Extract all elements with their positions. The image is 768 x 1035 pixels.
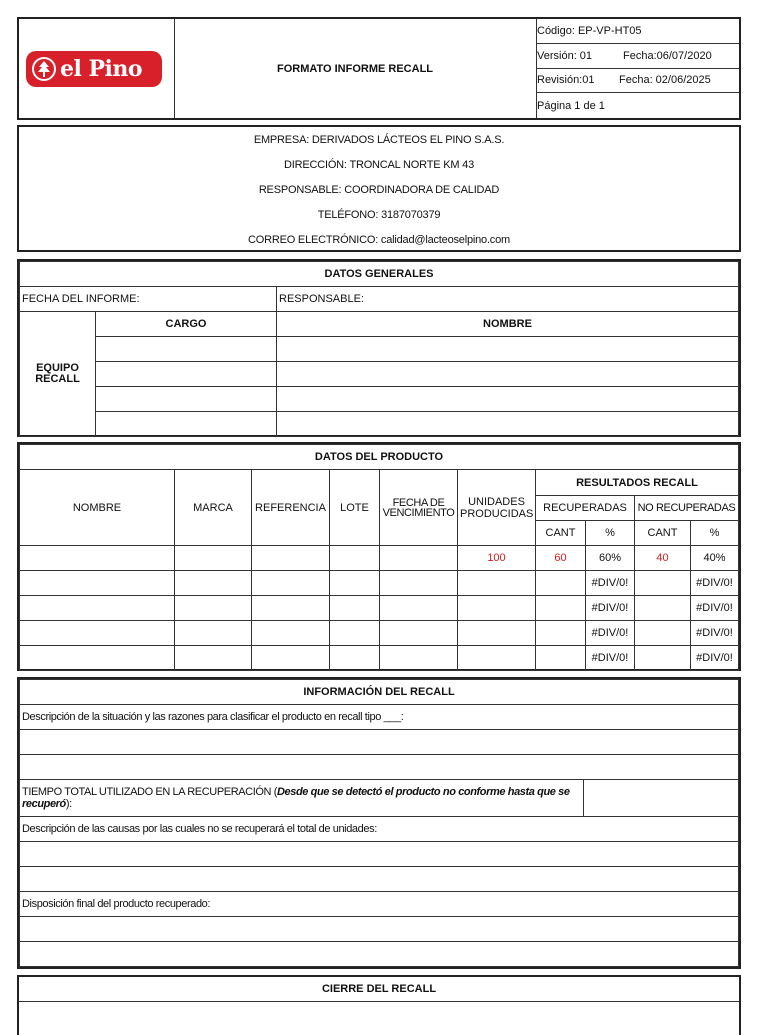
descripcion-line[interactable] [20, 730, 739, 755]
datos-generales-table [19, 261, 739, 437]
section-title: DATOS DEL PRODUCTO [20, 445, 739, 470]
section-title: INFORMACIÓN DEL RECALL [20, 680, 739, 705]
rec-cant-cell[interactable] [536, 646, 586, 671]
causas-label: Descripción de las causas por las cuales no se recuperará el total de unidades: [20, 817, 739, 842]
causas-line[interactable] [20, 867, 739, 892]
rec-pct-cell: #DIV/0! [586, 571, 635, 596]
version-row [536, 44, 739, 69]
no-pct-cell: #DIV/0! [691, 596, 739, 621]
table-row [20, 571, 739, 596]
unidades-cell[interactable] [458, 596, 536, 621]
cierre-recall-section [17, 975, 741, 1035]
col-referencia: REFERENCIA [252, 470, 330, 546]
lote-cell[interactable] [330, 646, 380, 671]
logo-text: el Pino [60, 56, 143, 82]
lote-cell[interactable] [330, 571, 380, 596]
pine-tree-icon [32, 57, 56, 81]
no-pct-cell: #DIV/0! [691, 621, 739, 646]
table-row [20, 646, 739, 671]
unidades-cell[interactable] [458, 621, 536, 646]
vencimiento-cell[interactable] [380, 546, 458, 571]
cargo-cell[interactable] [96, 412, 277, 437]
no-cant-cell[interactable] [635, 596, 691, 621]
col-no-recuperadas: NO RECUPERADAS [635, 496, 739, 521]
cargo-cell[interactable] [96, 362, 277, 387]
rec-cant-cell[interactable] [536, 596, 586, 621]
no-cant-cell[interactable] [635, 646, 691, 671]
company-direccion: DIRECCIÓN: TRONCAL NORTE KM 43 [284, 158, 474, 171]
responsable-field[interactable]: RESPONSABLE: [277, 287, 739, 312]
col-marca: MARCA [175, 470, 252, 546]
col-no-cant: CANT [635, 521, 691, 546]
referencia-cell[interactable] [252, 621, 330, 646]
referencia-cell[interactable] [252, 646, 330, 671]
rec-cant-cell[interactable] [536, 621, 586, 646]
tiempo-label [20, 780, 584, 817]
vencimiento-cell[interactable] [380, 621, 458, 646]
no-cant-cell[interactable]: 40 [635, 546, 691, 571]
company-telefono: TELÉFONO: 3187070379 [317, 208, 441, 221]
nombre-cell[interactable] [20, 546, 175, 571]
nombre-cell[interactable] [20, 596, 175, 621]
tiempo-prefix: TIEMPO TOTAL UTILIZADO EN LA RECUPERACIÓN ( [22, 786, 277, 798]
col-vencimiento: FECHA DE VENCIMIENTO [380, 470, 458, 546]
unidades-cell[interactable]: 100 [458, 546, 536, 571]
revision: Revisión:01 [537, 74, 595, 87]
pagina: Página 1 de 1 [537, 99, 605, 112]
marca-cell[interactable] [175, 646, 252, 671]
rec-cant-cell[interactable]: 60 [536, 546, 586, 571]
table-row [20, 546, 739, 571]
rec-pct-cell: #DIV/0! [586, 596, 635, 621]
tiempo-bold: Desde que se detectó el producto no conforme hasta que se recuperó [22, 786, 570, 810]
nombre-cell[interactable] [20, 621, 175, 646]
col-lote: LOTE [330, 470, 380, 546]
no-pct-cell: #DIV/0! [691, 646, 739, 671]
document-header [17, 17, 741, 120]
col-resultados: RESULTADOS RECALL [536, 470, 739, 496]
vencimiento-cell[interactable] [380, 596, 458, 621]
fecha-revision: Fecha: 02/06/2025 [619, 74, 711, 87]
table-row [20, 621, 739, 646]
section-title: CIERRE DEL RECALL [19, 977, 739, 1002]
codigo: Código: EP-VP-HT05 [536, 19, 739, 44]
cargo-header: CARGO [96, 312, 277, 337]
disposicion-label: Disposición final del producto recuperado: [20, 892, 739, 917]
datos-producto-table [19, 444, 739, 671]
referencia-cell[interactable] [252, 596, 330, 621]
col-no-pct: % [691, 521, 739, 546]
rec-pct-cell: #DIV/0! [586, 646, 635, 671]
nombre-cell[interactable] [277, 387, 739, 412]
marca-cell[interactable] [175, 546, 252, 571]
cargo-cell[interactable] [96, 337, 277, 362]
unidades-cell[interactable] [458, 571, 536, 596]
company-info [17, 125, 741, 252]
nombre-cell[interactable] [20, 571, 175, 596]
lote-cell[interactable] [330, 546, 380, 571]
lote-cell[interactable] [330, 596, 380, 621]
nombre-cell[interactable] [277, 362, 739, 387]
cargo-cell[interactable] [96, 387, 277, 412]
nombre-cell[interactable] [20, 646, 175, 671]
lote-cell[interactable] [330, 621, 380, 646]
el-pino-logo [26, 51, 162, 87]
marca-cell[interactable] [175, 621, 252, 646]
col-unidades: UNIDADES PRODUCIDAS [458, 470, 536, 546]
nombre-cell[interactable] [277, 412, 739, 437]
no-pct-cell: 40% [691, 546, 739, 571]
cierre-recall-table [19, 977, 739, 1002]
vencimiento-cell[interactable] [380, 571, 458, 596]
informacion-recall-table [19, 679, 739, 967]
equipo-recall-label: EQUIPO RECALL [20, 312, 96, 437]
vencimiento-cell[interactable] [380, 646, 458, 671]
disposicion-line[interactable] [20, 942, 739, 967]
col-rec-pct: % [586, 521, 635, 546]
no-cant-cell[interactable] [635, 571, 691, 596]
form-title: FORMATO INFORME RECALL [174, 19, 537, 118]
rec-pct-cell: #DIV/0! [586, 621, 635, 646]
revision-row [536, 69, 739, 94]
marca-cell[interactable] [175, 596, 252, 621]
fecha-version: Fecha:06/07/2020 [623, 49, 712, 62]
company-correo: CORREO ELECTRÓNICO: calidad@lacteoselpino.com [248, 233, 510, 246]
causas-line[interactable] [20, 842, 739, 867]
datos-generales-section [17, 259, 741, 437]
rec-cant-cell[interactable] [536, 571, 586, 596]
datos-producto-section [17, 442, 741, 671]
fecha-informe-field[interactable]: FECHA DEL INFORME: [20, 287, 277, 312]
company-responsable: RESPONSABLE: COORDINADORA DE CALIDAD [258, 183, 500, 196]
descripcion-line[interactable] [20, 755, 739, 780]
section-title: DATOS GENERALES [20, 262, 739, 287]
disposicion-line[interactable] [20, 917, 739, 942]
table-row [20, 596, 739, 621]
nombre-cell[interactable] [277, 337, 739, 362]
no-cant-cell[interactable] [635, 621, 691, 646]
no-pct-cell: #DIV/0! [691, 571, 739, 596]
company-empresa: EMPRESA: DERIVADOS LÁCTEOS EL PINO S.A.S. [253, 133, 505, 146]
marca-cell[interactable] [175, 571, 252, 596]
tiempo-suffix: ): [65, 798, 72, 810]
col-nombre: NOMBRE [20, 470, 175, 546]
col-recuperadas: RECUPERADAS [536, 496, 635, 521]
referencia-cell[interactable] [252, 571, 330, 596]
rec-pct-cell: 60% [586, 546, 635, 571]
descripcion-label: Descripción de la situación y las razones para clasificar el producto en recall tipo ___: [20, 705, 739, 730]
document-meta [536, 19, 739, 118]
logo-cell [19, 19, 175, 118]
referencia-cell[interactable] [252, 546, 330, 571]
col-rec-cant: CANT [536, 521, 586, 546]
unidades-cell[interactable] [458, 646, 536, 671]
tiempo-value-cell[interactable] [583, 780, 738, 817]
informacion-recall-section [17, 677, 741, 969]
version: Versión: 01 [537, 49, 593, 62]
nombre-header: NOMBRE [277, 312, 739, 337]
